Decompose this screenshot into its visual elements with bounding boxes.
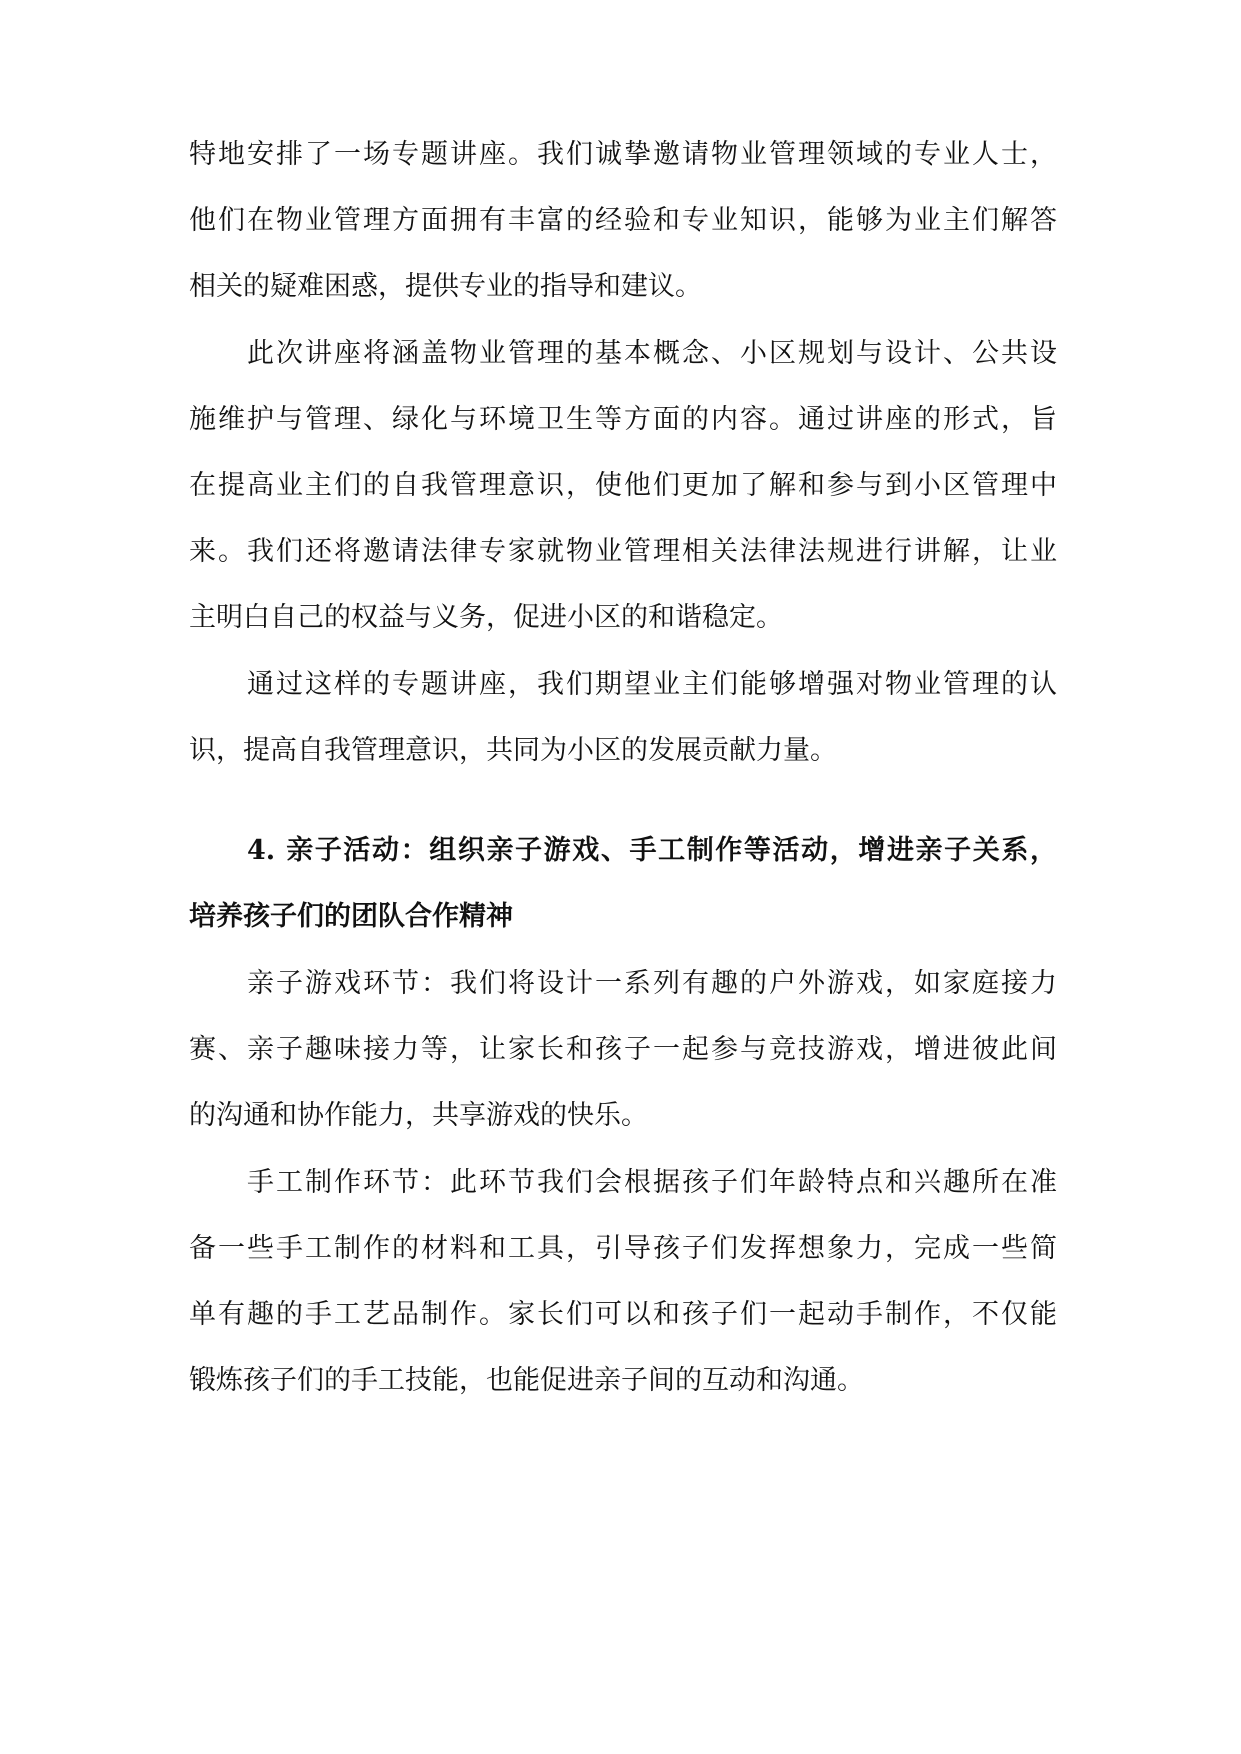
heading-line: 4. 亲子活动：组织亲子游戏、手工制作等活动，增进亲子关系，	[247, 835, 1057, 866]
text-line: 单有趣的手工艺品制作。家长们可以和孩子们一起动手制作，不仅能	[189, 1299, 1057, 1330]
text-line: 通过这样的专题讲座，我们期望业主们能够增强对物业管理的认	[247, 669, 1057, 700]
text-line: 相关的疑难困惑，提供专业的指导和建议。	[189, 271, 702, 302]
text-line: 的沟通和协作能力，共享游戏的快乐。	[189, 1100, 648, 1131]
text-line: 施维护与管理、绿化与环境卫生等方面的内容。通过讲座的形式，旨	[189, 404, 1057, 435]
text-line: 赛、亲子趣味接力等，让家长和孩子一起参与竞技游戏，增进彼此间	[189, 1034, 1057, 1065]
text-line: 特地安排了一场专题讲座。我们诚挚邀请物业管理领域的专业人士，	[189, 139, 1057, 170]
text-line: 手工制作环节：此环节我们会根据孩子们年龄特点和兴趣所在准	[247, 1167, 1057, 1198]
text-line: 亲子游戏环节：我们将设计一系列有趣的户外游戏，如家庭接力	[247, 968, 1057, 999]
text-line: 主明白自己的权益与义务，促进小区的和谐稳定。	[189, 602, 783, 633]
text-line: 他们在物业管理方面拥有丰富的经验和专业知识，能够为业主们解答	[189, 205, 1057, 236]
heading-line: 培养孩子们的团队合作精神	[189, 901, 513, 932]
text-line: 备一些手工制作的材料和工具，引导孩子们发挥想象力，完成一些简	[189, 1233, 1057, 1264]
text-line: 来。我们还将邀请法律专家就物业管理相关法律法规进行讲解，让业	[189, 536, 1057, 567]
text-line: 锻炼孩子们的手工技能，也能促进亲子间的互动和沟通。	[189, 1365, 864, 1396]
text-line: 此次讲座将涵盖物业管理的基本概念、小区规划与设计、公共设	[247, 338, 1057, 369]
text-line: 识，提高自我管理意识，共同为小区的发展贡献力量。	[189, 735, 837, 766]
text-line: 在提高业主们的自我管理意识，使他们更加了解和参与到小区管理中	[189, 470, 1057, 501]
